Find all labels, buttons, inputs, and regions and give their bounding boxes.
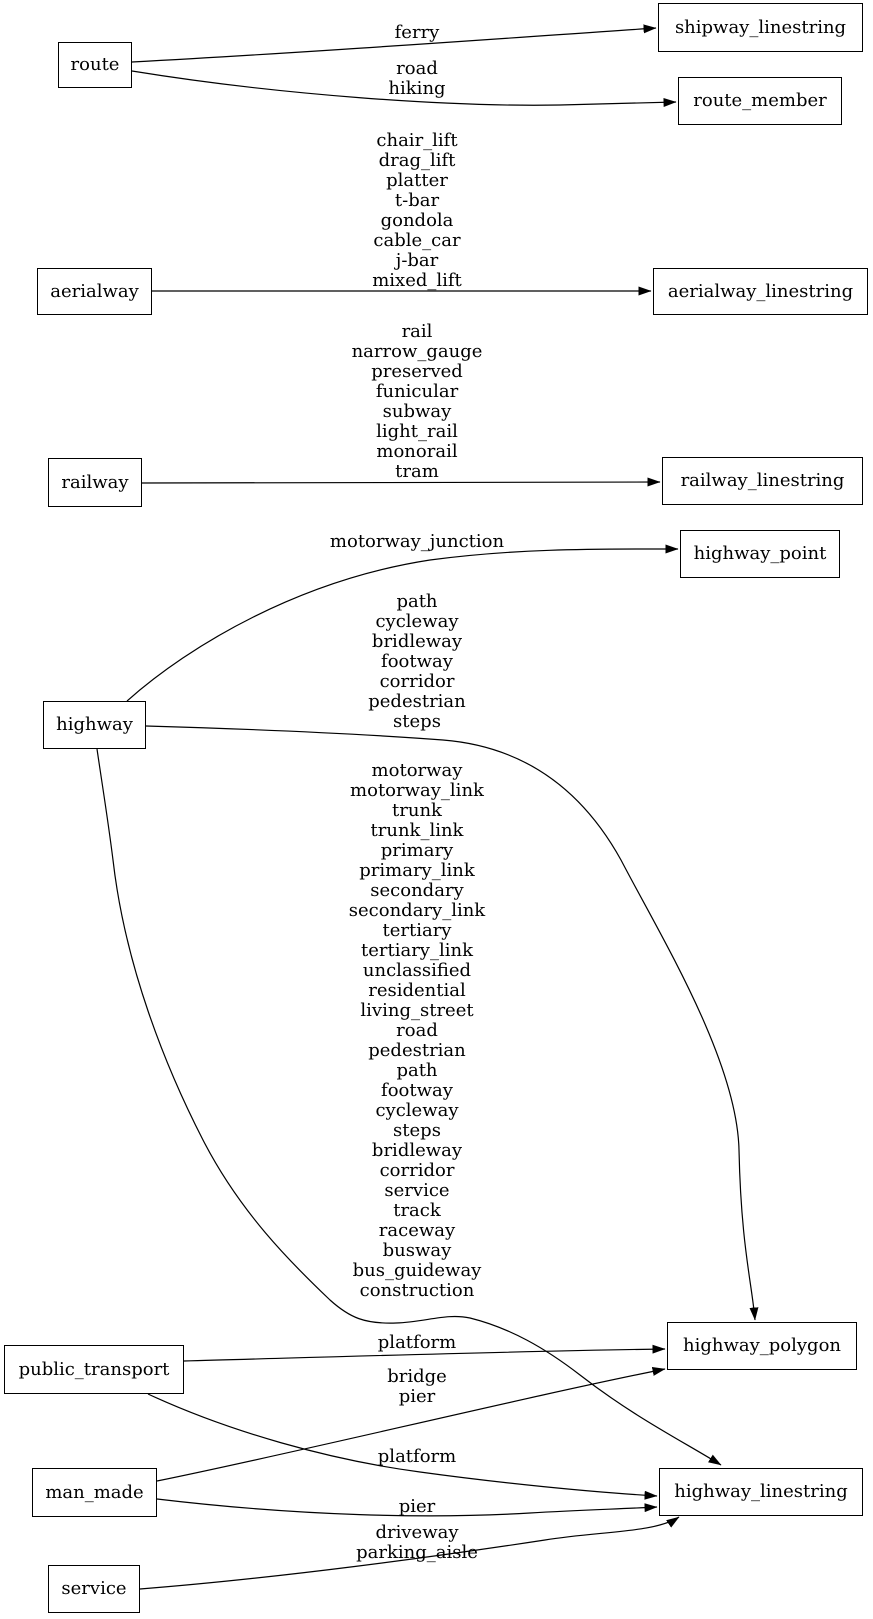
edge-label-line: drag_lift	[378, 150, 456, 171]
edge-label-service-highway_linestring	[356, 1523, 478, 1563]
edge-label-line: busway	[382, 1240, 452, 1261]
edge-label-line: motorway_junction	[329, 531, 505, 552]
edge-label-line: service	[384, 1180, 450, 1201]
node-shipway_linestring: shipway_linestring	[658, 3, 863, 52]
node-railway_linestring: railway_linestring	[662, 457, 863, 505]
edge-label-line: residential	[368, 980, 466, 1001]
edge-label-line: bus_guideway	[352, 1260, 482, 1281]
edge-label-line: t-bar	[394, 190, 440, 211]
edge-label-line: narrow_gauge	[351, 341, 483, 362]
node-aerialway_linestring: aerialway_linestring	[653, 268, 868, 315]
node-highway: highway	[43, 701, 146, 749]
edge-label-line: parking_aisle	[356, 1542, 478, 1563]
edge-label-line: footway	[381, 1080, 453, 1101]
edge-label-railway-railway_linestring	[352, 322, 483, 482]
edge-label-line: subway	[382, 401, 452, 422]
edge-label-line: cycleway	[375, 1100, 459, 1121]
edge-label-line: pier	[398, 1496, 436, 1517]
edge-label-line: chair_lift	[376, 130, 458, 151]
edge-label-highway-highway_polygon	[368, 592, 466, 732]
node-route_member: route_member	[678, 77, 842, 125]
edge-label-line: trunk	[392, 800, 442, 821]
edge-label-highway-highway_linestring	[349, 761, 485, 1301]
edge-label-line: cycleway	[375, 611, 459, 632]
node-highway_linestring: highway_linestring	[659, 1468, 863, 1516]
edge-label-line: raceway	[378, 1220, 456, 1241]
edge-label-line: construction	[359, 1280, 475, 1301]
edge-label-line: corridor	[379, 1160, 455, 1181]
edge-label-public_transport-highway_linestring	[378, 1447, 456, 1467]
edge-label-line: road	[396, 1020, 438, 1041]
edge-label-line: platform	[377, 1446, 457, 1467]
edge-label-line: light_rail	[376, 421, 458, 442]
edge-label-line: bridleway	[371, 631, 463, 652]
edge-label-line: unclassified	[362, 960, 472, 981]
edge-label-line: rail	[401, 321, 433, 342]
edge-label-route-shipway_linestring	[395, 23, 440, 43]
node-public_transport: public_transport	[4, 1345, 184, 1394]
edge-label-line: funicular	[375, 381, 459, 402]
node-route: route	[58, 42, 132, 88]
edge-label-line: motorway_link	[350, 780, 484, 801]
edge-label-line: monorail	[376, 441, 458, 462]
edge-label-line: secondary	[370, 880, 464, 901]
edge-label-line: platter	[386, 170, 448, 191]
edge-label-line: road	[396, 58, 438, 79]
node-railway: railway	[48, 458, 142, 507]
edge-label-line: j-bar	[395, 250, 439, 271]
edge-label-line: path	[396, 1060, 438, 1081]
node-highway_point: highway_point	[680, 530, 840, 578]
edge-label-line: preserved	[371, 361, 463, 382]
edge-railway-railway_linestring	[142, 482, 660, 483]
edge-label-line: steps	[393, 1120, 441, 1141]
edge-label-line: living_street	[360, 1000, 474, 1021]
edge-label-public_transport-highway_polygon	[378, 1333, 456, 1353]
edge-label-line: tram	[395, 461, 439, 482]
edge-label-line: trunk_link	[370, 820, 464, 841]
edge-label-line: motorway	[371, 760, 463, 781]
edge-label-route-route_member	[388, 59, 445, 99]
edge-label-line: bridleway	[371, 1140, 463, 1161]
edge-public_transport-highway_linestring	[148, 1394, 657, 1496]
edge-label-line: corridor	[379, 671, 455, 692]
edge-label-line: mixed_lift	[372, 270, 462, 291]
edge-label-line: pedestrian	[368, 1040, 466, 1061]
edge-label-line: pedestrian	[368, 691, 466, 712]
node-aerialway: aerialway	[37, 268, 152, 315]
edge-label-man_made-highway_linestring	[399, 1497, 436, 1517]
edge-label-line: tertiary	[382, 920, 452, 941]
edge-label-line: path	[396, 591, 438, 612]
edge-label-line: secondary_link	[348, 900, 486, 921]
node-highway_polygon: highway_polygon	[667, 1322, 857, 1370]
edge-label-line: tertiary_link	[360, 940, 473, 961]
edge-label-line: steps	[393, 711, 441, 732]
edge-label-line: gondola	[380, 210, 454, 231]
edge-label-line: footway	[381, 651, 453, 672]
edge-label-line: primary	[380, 840, 454, 861]
edge-label-line: cable_car	[373, 230, 461, 251]
edge-label-man_made-highway_polygon	[387, 1367, 447, 1407]
edge-label-line: driveway	[375, 1522, 459, 1543]
edge-label-line: platform	[377, 1332, 457, 1353]
node-service: service	[48, 1565, 140, 1613]
edge-label-line: primary_link	[359, 860, 475, 881]
edge-label-line: bridge	[387, 1366, 447, 1387]
edge-label-aerialway-aerialway_linestring	[372, 131, 462, 291]
edge-label-highway-highway_point	[330, 532, 504, 552]
node-man_made: man_made	[32, 1468, 157, 1517]
edge-label-line: pier	[398, 1386, 436, 1407]
edge-label-line: track	[393, 1200, 441, 1221]
edge-label-line: hiking	[388, 78, 446, 99]
edge-label-line: ferry	[394, 22, 440, 43]
